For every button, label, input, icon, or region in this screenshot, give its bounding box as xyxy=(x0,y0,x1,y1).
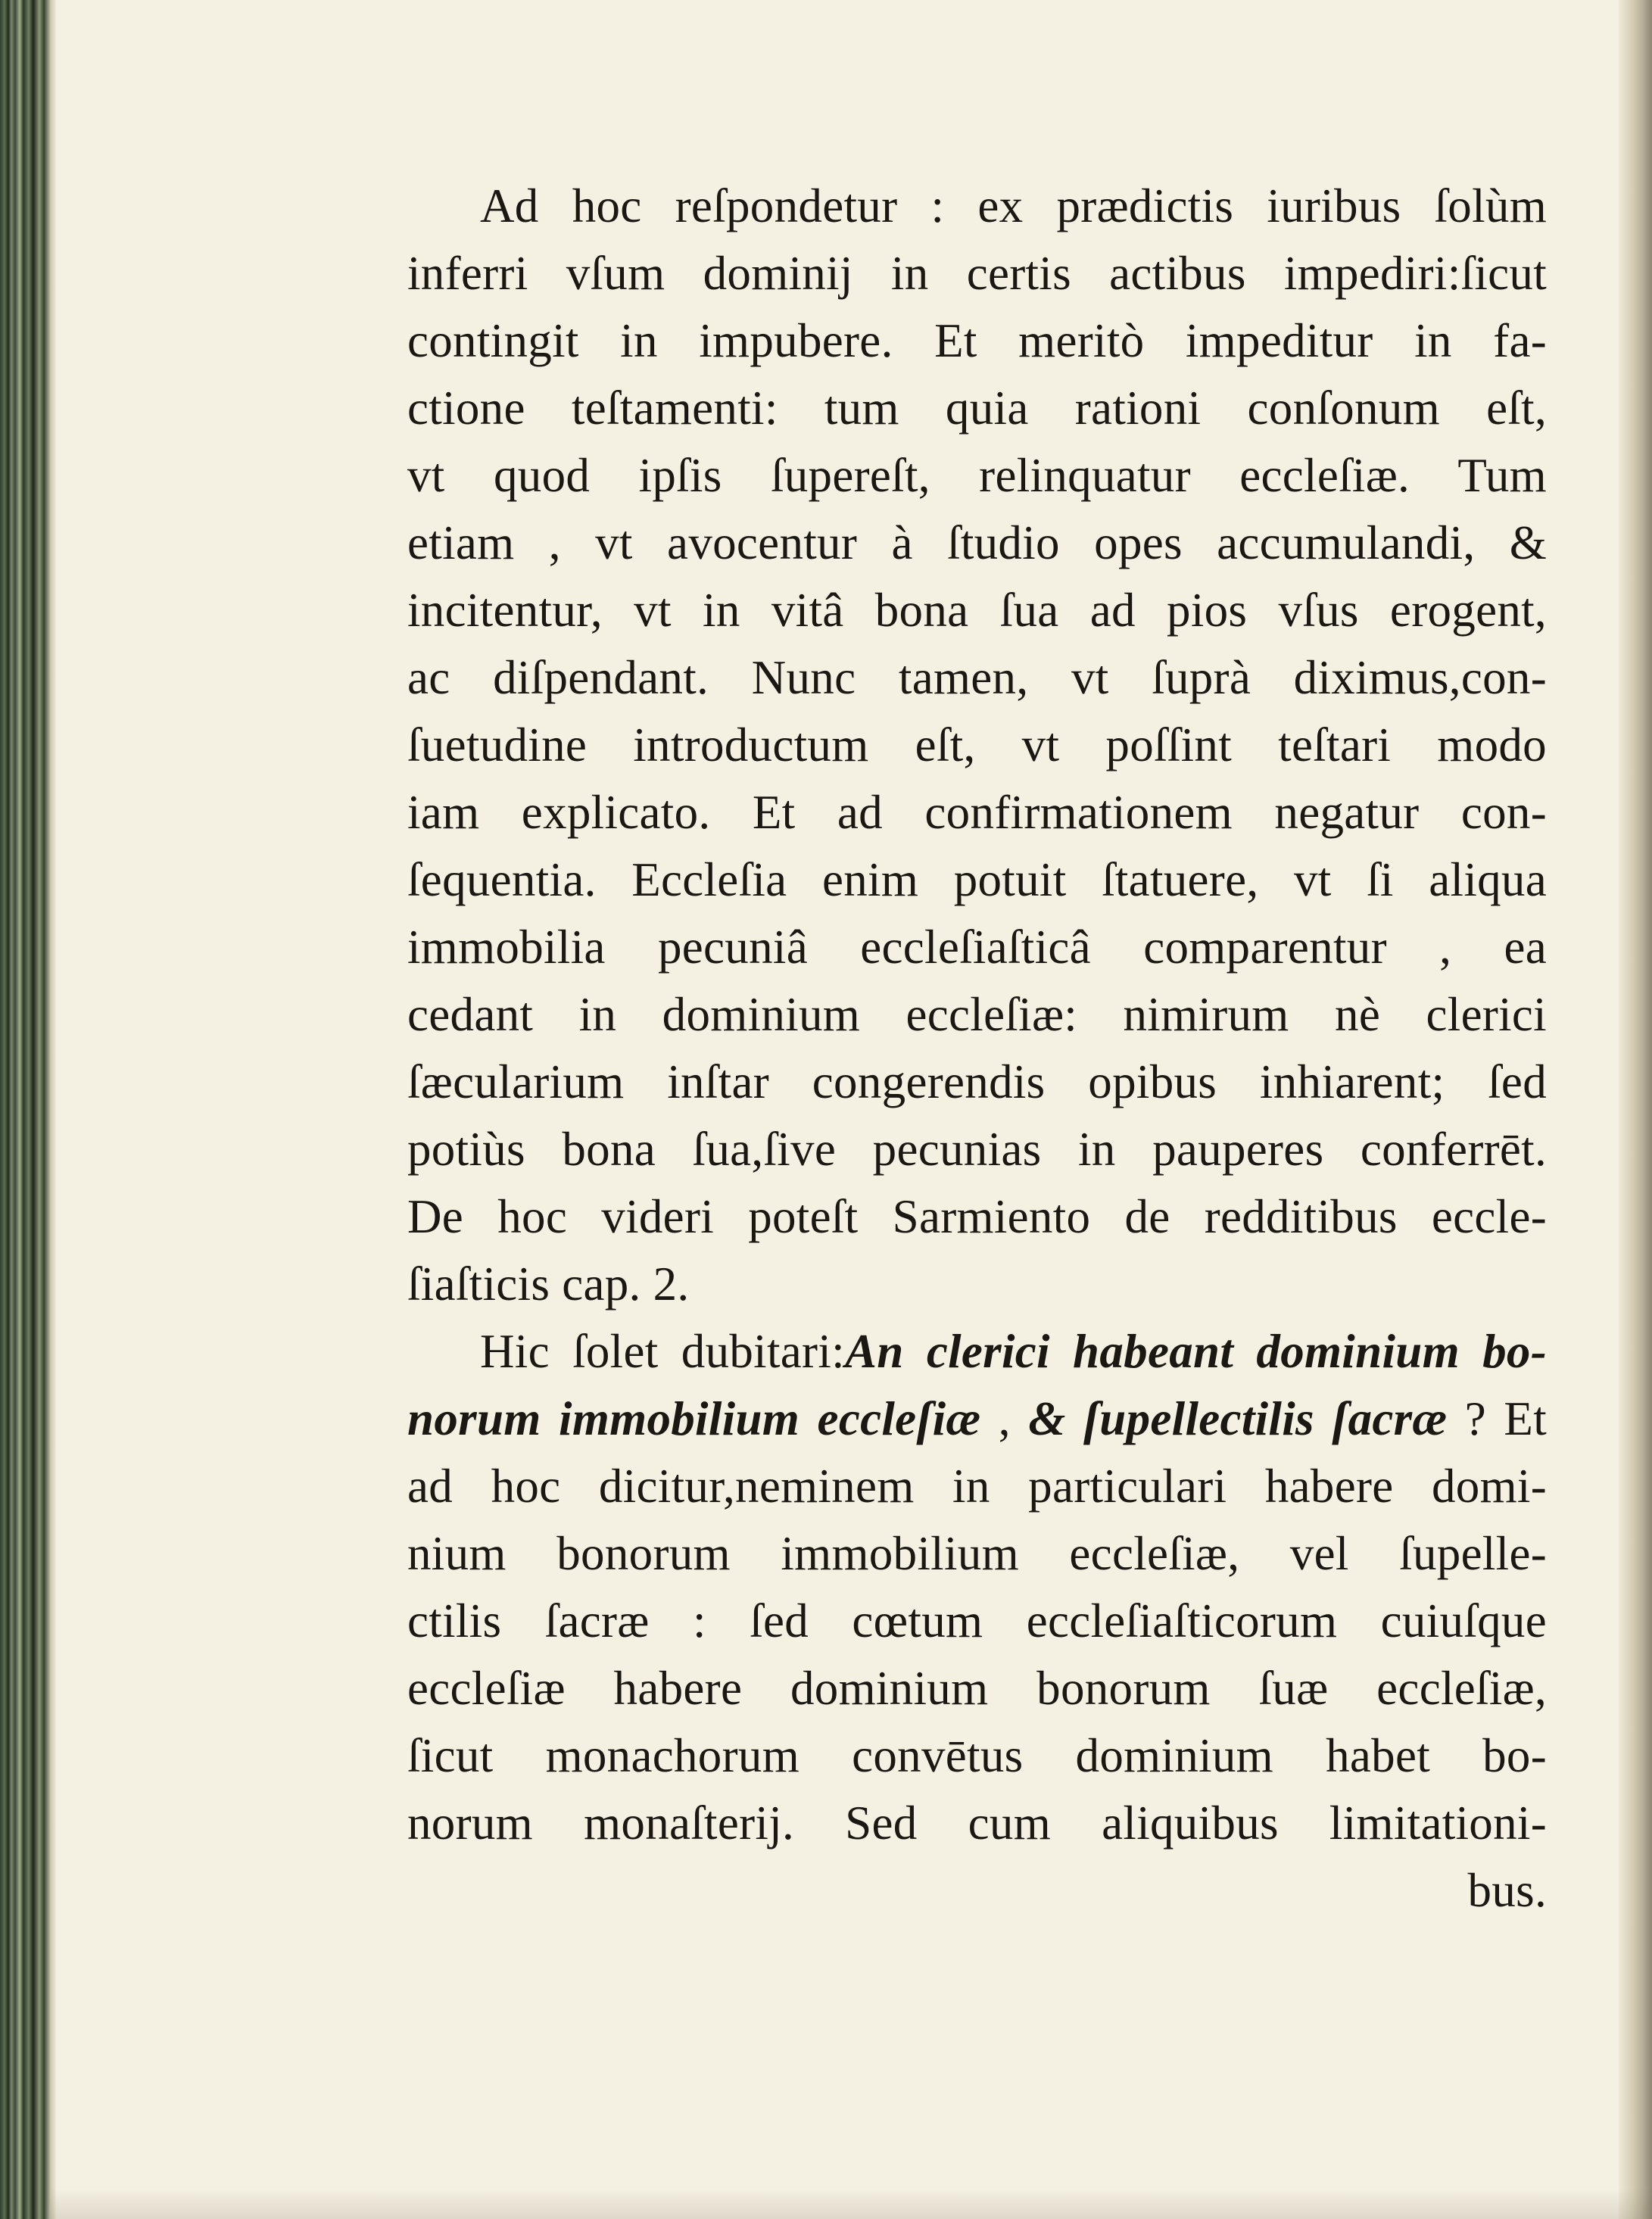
paragraph-2-line-1 xyxy=(407,1318,1547,1385)
text-line: potiùs bona ſua,ſive pecunias in pauperes conferrēt. xyxy=(407,1123,1547,1176)
text-line: iam explicato. Et ad confirmationem negatur con- xyxy=(407,786,1547,839)
text-line: ſicut monachorum convētus dominium habet bo- xyxy=(407,1729,1547,1782)
bottom-shadow xyxy=(50,2189,1652,2219)
text-line: ctione teſtamenti: tum quia rationi conſonum eſt, xyxy=(407,382,1547,435)
text-line: ac diſpendant. Nunc tamen, vt ſuprà diximus,con- xyxy=(407,651,1547,704)
text-line: incitentur, vt in vitâ bona ſua ad pios vſus erogent, xyxy=(407,584,1547,637)
text-roman: ? Et xyxy=(1447,1392,1547,1445)
text-roman: , xyxy=(980,1392,1029,1445)
text-line: ſequentia. Eccleſia enim potuit ſtatuere, vt ſi aliqua xyxy=(407,853,1547,906)
text-italic: An clerici habeant dominium bo- xyxy=(844,1325,1547,1378)
book-spine xyxy=(0,0,50,2219)
text-line: nium bonorum immobilium eccleſiæ, vel ſupelle- xyxy=(407,1527,1547,1580)
text-line: ſiaſticis cap. 2. xyxy=(407,1258,690,1311)
paragraph-2-body xyxy=(407,1453,1547,1857)
text-line: ſæcularium inſtar congerendis opibus inhiarent; ſed xyxy=(407,1055,1547,1108)
text-roman: Hic ſolet dubitari: xyxy=(480,1325,845,1378)
text-italic: norum immobilium eccleſiæ xyxy=(407,1392,981,1445)
page-body-text xyxy=(407,173,1547,1924)
text-line: vt quod ipſis ſupereſt, relinquatur eccleſiæ. Tum xyxy=(407,449,1547,502)
paragraph-1 xyxy=(407,173,1547,1318)
text-line: norum monaſterij. Sed cum aliquibus limitationi- xyxy=(407,1797,1547,1850)
text-line: De hoc videri poteſt Sarmiento de redditibus eccle- xyxy=(407,1190,1547,1243)
text-line: eccleſiæ habere dominium bonorum ſuæ eccleſiæ, xyxy=(407,1662,1547,1715)
text-line: ad hoc dicitur,neminem in particulari habere domi- xyxy=(407,1460,1547,1513)
catchword-line: bus. xyxy=(1467,1864,1547,1917)
page-edge xyxy=(1619,0,1652,2219)
paragraph-2-line-2 xyxy=(407,1385,1547,1453)
gutter-shadow xyxy=(50,0,56,2219)
text-line: cedant in dominium eccleſiæ: nimirum nè clerici xyxy=(407,988,1547,1041)
text-line: contingit in impubere. Et meritò impeditur in fa- xyxy=(407,314,1547,367)
text-line: ctilis ſacræ : ſed cœtum eccleſiaſticorum cuiuſque xyxy=(407,1594,1547,1647)
text-italic: & ſupellectilis ſacræ xyxy=(1028,1392,1448,1445)
text-line: inferri vſum dominij in certis actibus impediri:ſicut xyxy=(407,247,1547,300)
text-line: immobilia pecuniâ eccleſiaſticâ comparentur , ea xyxy=(407,921,1547,974)
paragraph-2 xyxy=(407,1318,1547,1924)
text-line: Ad hoc reſpondetur : ex prædictis iuribus ſolùm xyxy=(480,179,1547,232)
text-line: etiam , vt avocentur à ſtudio opes accumulandi, & xyxy=(407,516,1547,569)
text-line: ſuetudine introductum eſt, vt poſſint teſtari modo xyxy=(407,718,1547,771)
